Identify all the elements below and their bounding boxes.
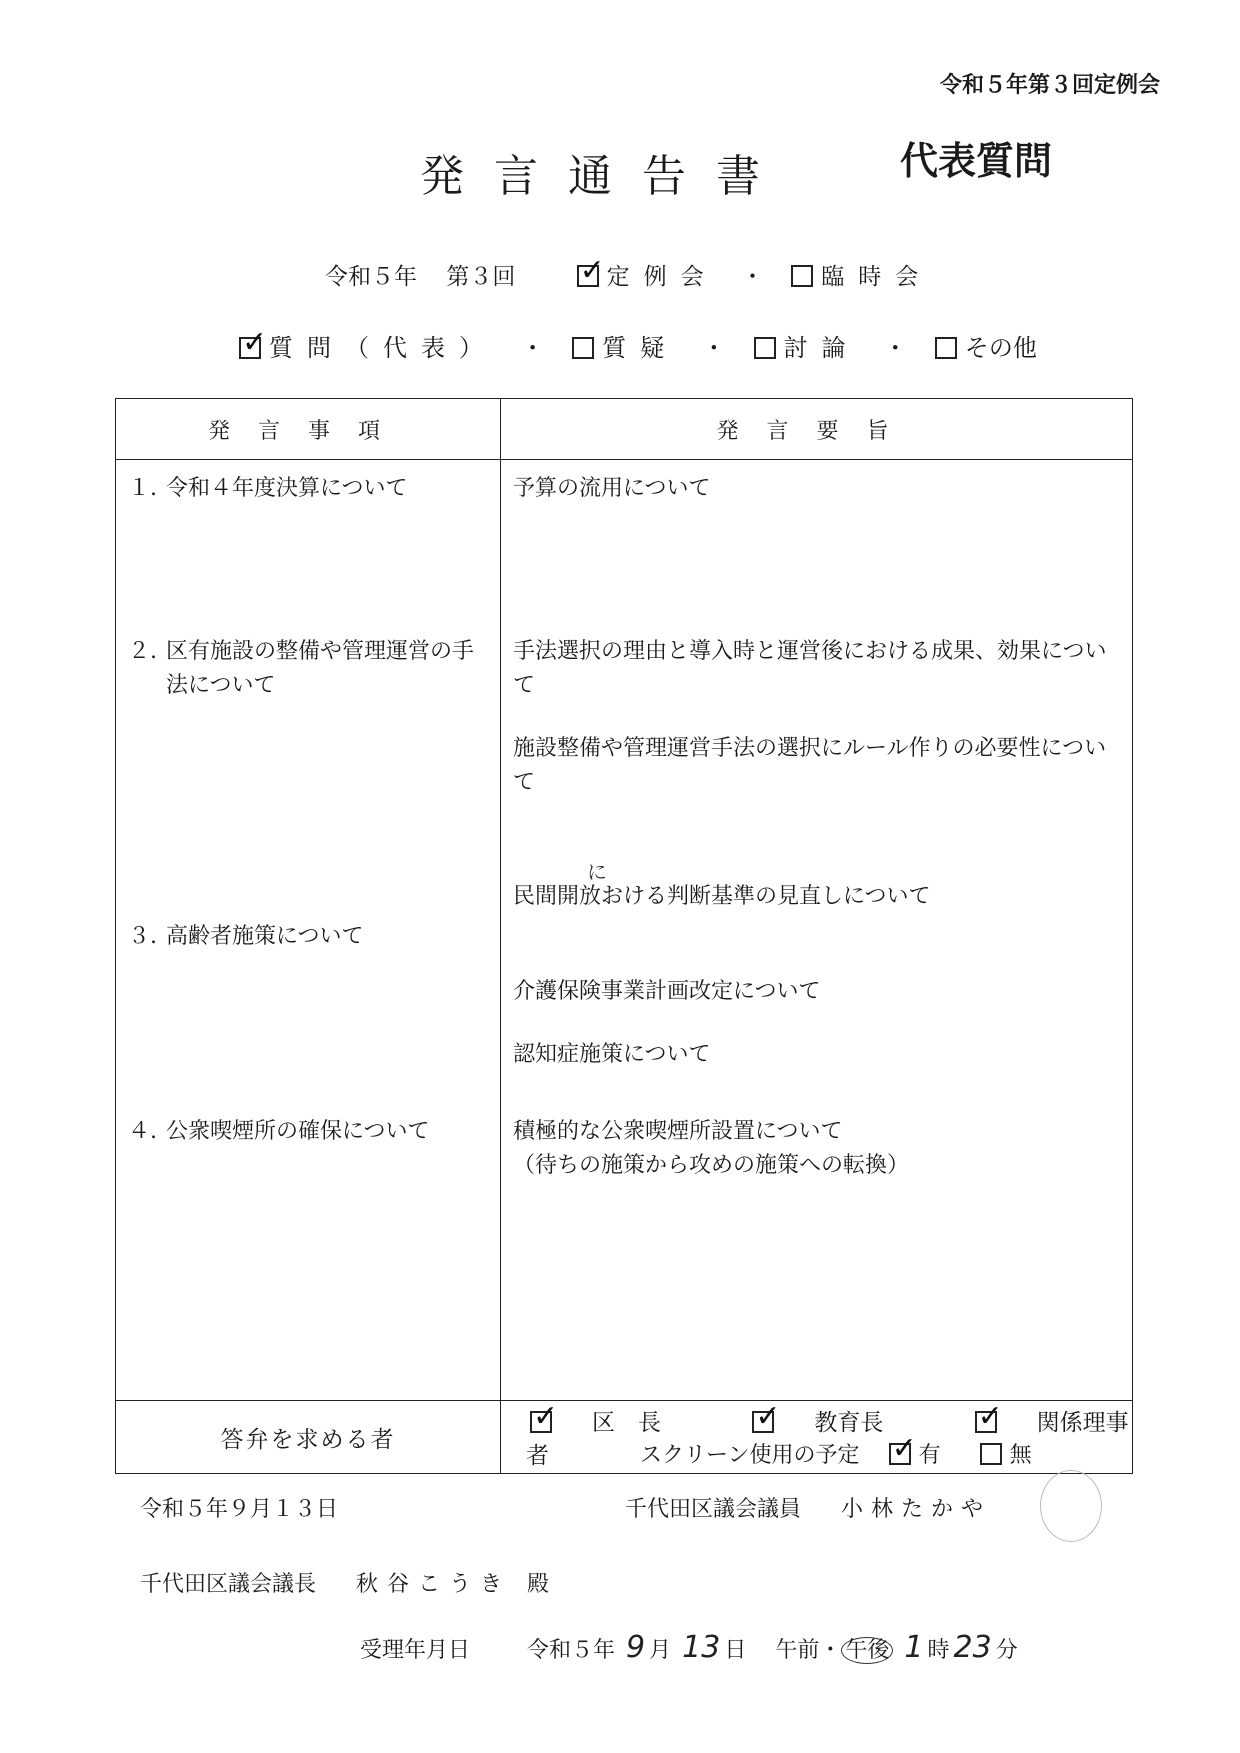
- received-minute-unit: 分: [995, 1638, 1018, 1663]
- related-officials-label: 関係理事者: [526, 1410, 1129, 1469]
- checkbox-mayor[interactable]: [530, 1411, 552, 1433]
- topics-cell: [116, 460, 501, 1401]
- received-day-unit: 日: [724, 1638, 747, 1663]
- screen-usage-label: スクリーン使用の予定: [640, 1443, 860, 1468]
- session-label: 令和５年第３回定例会: [939, 73, 1160, 98]
- topic-item-2: ２. 区有施設の整備や管理運営の手法について: [128, 639, 475, 698]
- chair-title: 千代田区議会議長: [140, 1572, 317, 1597]
- received-month-unit: 月: [649, 1638, 672, 1663]
- points-cell: [501, 460, 1133, 1401]
- received-dot: ・: [819, 1638, 842, 1663]
- checkbox-superintendent[interactable]: [752, 1411, 774, 1433]
- screen-yes-label: 有: [918, 1443, 941, 1468]
- received-hour-unit: 時: [927, 1638, 950, 1663]
- chair-line: [140, 1567, 549, 1598]
- checkbox-screen-yes[interactable]: [889, 1443, 911, 1465]
- point-2-2: 施設整備や管理運営手法の選択にルール作りの必要性について: [513, 736, 1107, 795]
- meeting-year: 令和５年: [325, 264, 417, 290]
- checkbox-question-representative[interactable]: [239, 337, 261, 359]
- point-4-2: （待ちの施策から攻めの施策への転換）: [513, 1153, 910, 1178]
- received-month: 9: [626, 1630, 646, 1665]
- point-3-2: 認知症施策について: [513, 1042, 711, 1067]
- meeting-number: 第３回: [446, 264, 516, 290]
- document-title: 発言通告書: [420, 151, 790, 202]
- handwritten-insert-mark: に: [587, 860, 607, 884]
- point-1-1: 予算の流用について: [513, 476, 711, 501]
- point-2-3: 民間開放おける判断基準の見直しについて: [513, 884, 931, 909]
- checkbox-inquiry[interactable]: [572, 337, 594, 359]
- topic-item-4: ４. 公衆喫煙所の確保について: [128, 1119, 430, 1144]
- received-year: 令和５年: [527, 1638, 616, 1663]
- checkbox-extra-session[interactable]: [791, 265, 813, 287]
- received-line: [360, 1630, 1018, 1665]
- document-subtitle: 代表質問: [900, 139, 1053, 183]
- received-label: 受理年月日: [360, 1638, 471, 1663]
- chair-name: 秋谷こうき: [356, 1572, 512, 1597]
- superintendent-label: 教育長: [814, 1410, 884, 1436]
- checkbox-debate[interactable]: [754, 337, 776, 359]
- question-representative-label: 質問（代表）: [269, 334, 497, 362]
- received-day: 13: [682, 1630, 721, 1665]
- debate-label: 討論: [783, 334, 860, 362]
- topic-item-3: ３. 高齢者施策について: [128, 924, 364, 949]
- received-hour: 1: [904, 1630, 924, 1665]
- point-3-1: 介護保険事業計画改定について: [513, 979, 821, 1004]
- meeting-line: 令和５年 第３回 ✓ 定例会 ・ 臨時会: [325, 258, 932, 291]
- submission-date: 令和５年９月１３日: [140, 1497, 339, 1522]
- member-name: 小林たかや: [841, 1497, 992, 1522]
- checkbox-screen-no[interactable]: [980, 1443, 1002, 1465]
- inquiry-label: 質疑: [602, 334, 679, 362]
- speech-type-line: ✓質問（代表） ・ 質疑 ・ 討論 ・ その他: [235, 328, 1037, 363]
- answerer-label: 答弁を求める者: [116, 1401, 501, 1474]
- regular-session-label: 定例会: [606, 264, 718, 290]
- checkbox-related-officials[interactable]: [975, 1411, 997, 1433]
- notice-table: [115, 398, 1133, 1474]
- member-title: 千代田区議会議員: [625, 1497, 802, 1522]
- point-4-1: 積極的な公衆喫煙所設置について: [513, 1119, 843, 1144]
- point-2-1: 手法選択の理由と導入時と運営後における成果、効果について: [513, 639, 1107, 698]
- personal-seal: [1040, 1470, 1102, 1542]
- checkbox-other[interactable]: [935, 337, 957, 359]
- received-am: 午前: [775, 1638, 820, 1663]
- extra-session-label: 臨時会: [821, 264, 933, 290]
- chair-honorific: 殿: [527, 1572, 550, 1597]
- member-line: [625, 1492, 991, 1523]
- column-header-topic: 発言事項: [116, 399, 501, 460]
- received-pm-circled: 午後: [841, 1637, 893, 1664]
- mayor-label: 区 長: [592, 1410, 661, 1436]
- other-label: その他: [964, 334, 1037, 362]
- received-minute: 23: [953, 1630, 992, 1665]
- screen-no-label: 無: [1009, 1443, 1032, 1468]
- screen-usage-line: [640, 1438, 1032, 1469]
- topic-item-1: １. 令和４年度決算について: [128, 476, 408, 501]
- checkbox-regular-session[interactable]: [577, 265, 599, 287]
- column-header-points: 発言要旨: [501, 399, 1133, 460]
